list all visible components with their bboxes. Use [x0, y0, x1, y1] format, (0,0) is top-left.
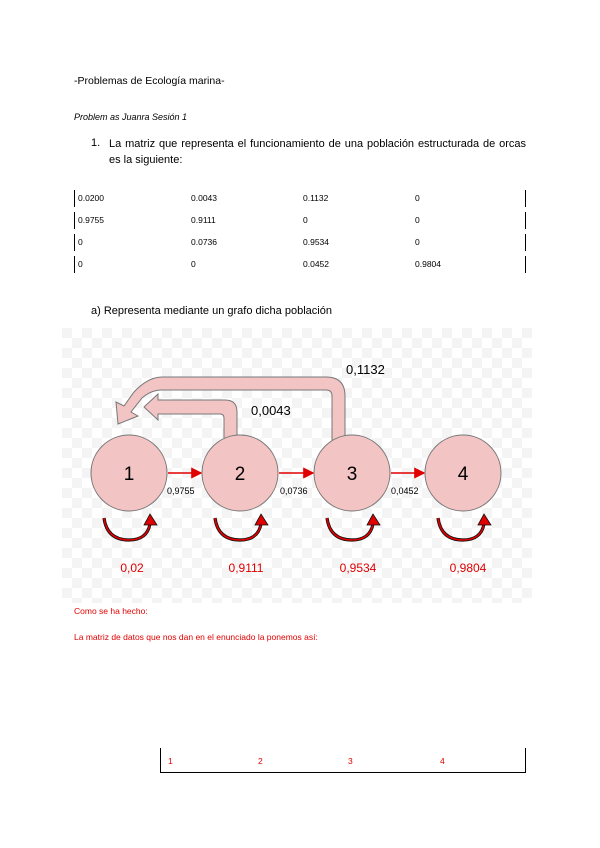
transition-label: 0,0736 [280, 486, 308, 496]
transition-label: 0,0452 [391, 486, 419, 496]
matrix-header-cell: 3 [348, 756, 353, 766]
survival-label: 0,9534 [339, 561, 377, 575]
population-matrix [74, 187, 526, 275]
matrix-header-cell: 4 [440, 756, 445, 766]
matrix-row [74, 253, 526, 275]
matrix-row [74, 187, 526, 209]
matrix-cell: 0 [415, 215, 420, 225]
matrix-cell: 0 [78, 259, 83, 269]
transition-label: 0,9755 [167, 486, 195, 496]
question-text: La matriz que representa el funcionamiento de una población estructurada de orcas es la siguiente: [109, 138, 526, 166]
question-number: 1. [91, 137, 101, 149]
matrix-header-row [160, 748, 526, 773]
how-to-text: La matriz de datos que nos dan en el enunciado la ponemos así: [74, 632, 318, 642]
matrix-row [74, 209, 526, 231]
matrix-cell: 0.0043 [191, 193, 217, 203]
matrix-cell: 0 [191, 259, 196, 269]
matrix-cell: 0 [415, 193, 420, 203]
matrix-cell: 0.9111 [191, 215, 216, 225]
population-graph [62, 328, 532, 603]
matrix-cell: 0 [303, 215, 308, 225]
document-subtitle: Problem as Juanra Sesión 1 [74, 112, 188, 122]
matrix-cell: 0.9804 [415, 259, 441, 269]
survival-label: 0,9804 [449, 561, 487, 575]
stage-node-label: 4 [457, 464, 469, 485]
matrix-cell: 0.0452 [303, 259, 329, 269]
stage-node-label: 2 [234, 464, 246, 485]
matrix-row [74, 231, 526, 253]
document-title: -Problemas de Ecología marina- [74, 75, 225, 87]
matrix-cell: 0 [415, 237, 420, 247]
matrix-cell: 0.9755 [78, 215, 104, 225]
matrix-header-cell: 2 [258, 756, 263, 766]
part-a-label: a) Representa mediante un grafo dicha población [91, 305, 332, 317]
stage-node-label: 3 [346, 464, 358, 485]
matrix-cell: 0.9534 [303, 237, 329, 247]
fecundity-label: 0,0043 [251, 403, 291, 418]
matrix-cell: 0 [78, 237, 83, 247]
matrix-header-cell: 1 [168, 756, 173, 766]
matrix-cell: 0.0200 [78, 193, 104, 203]
matrix-cell: 0.1132 [303, 193, 329, 203]
fecundity-label: 0,1132 [346, 362, 385, 377]
survival-label: 0,02 [120, 561, 144, 575]
stage-node-label: 1 [123, 464, 135, 485]
how-to-title: Como se ha hecho: [74, 606, 148, 616]
survival-label: 0,9111 [228, 561, 264, 575]
matrix-cell: 0.0736 [191, 237, 217, 247]
